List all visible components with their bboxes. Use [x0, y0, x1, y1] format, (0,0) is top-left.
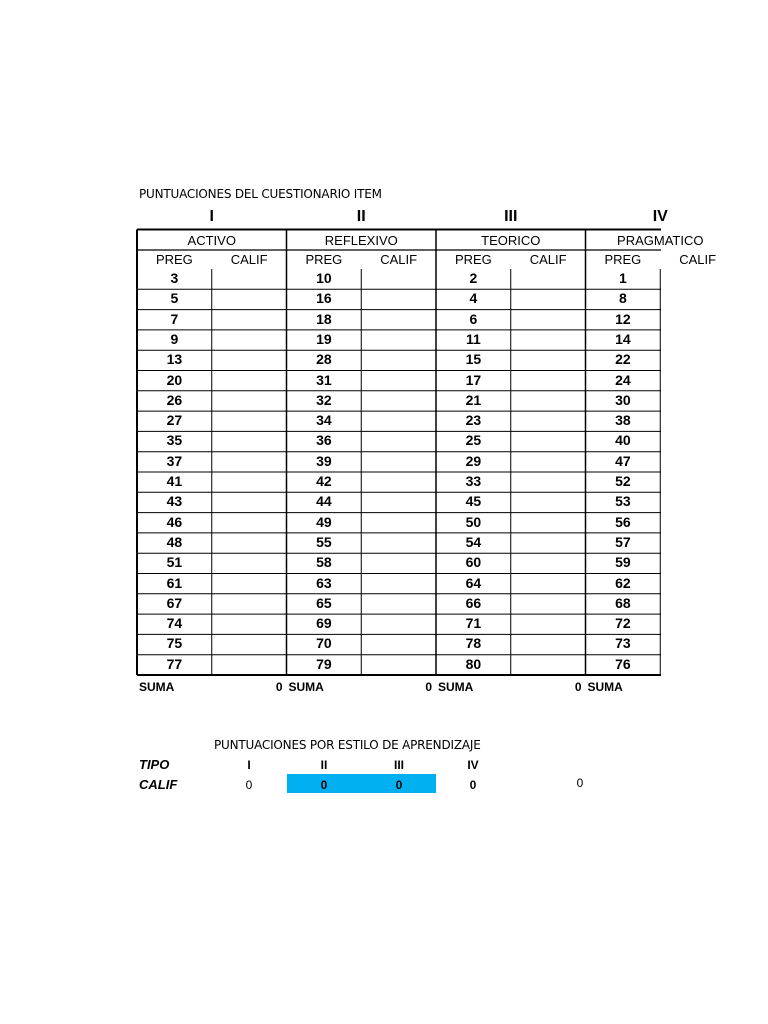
group-style-header: PRAGMATICO	[617, 233, 704, 248]
suma-label: SUMA	[139, 680, 175, 694]
preg-cell: 50	[465, 513, 482, 530]
preg-cell: 3	[170, 270, 179, 286]
preg-cell: 17	[465, 371, 482, 388]
suma-value: 0	[275, 680, 283, 694]
preg-cell: 34	[316, 412, 332, 429]
preg-cell: 4	[469, 290, 478, 307]
preg-cell: 66	[465, 594, 482, 611]
preg-cell: 36	[316, 432, 332, 449]
preg-cell: 73	[615, 635, 631, 652]
preg-cell: 59	[615, 554, 631, 571]
preg-header: PREG	[454, 252, 492, 267]
group-numeral: II	[356, 208, 366, 225]
type-i: I	[247, 758, 251, 772]
group-numeral: I	[209, 208, 214, 225]
preg-cell: 58	[316, 554, 332, 571]
calif-header: CALIF	[679, 252, 717, 267]
preg-cell: 67	[166, 594, 183, 611]
preg-cell: 21	[465, 391, 482, 408]
preg-cell: 62	[615, 574, 631, 591]
section-title-estilo: PUNTUACIONES POR ESTILO DE APRENDIZAJE	[214, 738, 481, 752]
preg-cell: 2	[469, 270, 478, 286]
preg-cell: 1	[618, 270, 627, 286]
preg-cell: 60	[465, 554, 482, 571]
preg-cell: 48	[166, 533, 183, 550]
preg-cell: 26	[166, 391, 183, 408]
preg-cell: 77	[166, 655, 183, 672]
preg-cell: 47	[615, 452, 631, 469]
preg-cell: 18	[316, 310, 332, 327]
preg-cell: 13	[166, 351, 183, 368]
preg-cell: 16	[316, 290, 332, 307]
group-style-header: ACTIVO	[187, 233, 236, 248]
preg-cell: 54	[465, 533, 482, 550]
preg-cell: 70	[316, 635, 332, 652]
preg-cell: 41	[166, 473, 183, 489]
preg-cell: 80	[465, 655, 482, 672]
value-iii: 0	[395, 778, 403, 792]
preg-cell: 79	[316, 655, 332, 672]
preg-cell: 10	[316, 270, 332, 286]
preg-cell: 46	[166, 513, 183, 530]
preg-header: PREG	[155, 252, 193, 267]
preg-cell: 11	[465, 330, 481, 347]
preg-cell: 39	[316, 452, 332, 469]
calif-header: CALIF	[529, 252, 567, 267]
preg-cell: 27	[166, 412, 183, 429]
preg-cell: 71	[465, 615, 482, 632]
preg-cell: 74	[166, 615, 183, 632]
preg-cell: 20	[166, 371, 183, 388]
preg-cell: 65	[316, 594, 332, 611]
preg-cell: 5	[170, 290, 179, 307]
preg-cell: 61	[166, 574, 183, 591]
preg-cell: 40	[615, 432, 631, 449]
preg-cell: 69	[316, 615, 332, 632]
preg-cell: 63	[316, 574, 332, 591]
preg-cell: 19	[316, 330, 332, 347]
preg-cell: 8	[618, 290, 627, 307]
preg-cell: 44	[316, 493, 332, 510]
preg-cell: 28	[316, 351, 332, 368]
preg-cell: 43	[166, 493, 183, 510]
preg-cell: 29	[465, 452, 482, 469]
suma-value: 0	[574, 680, 582, 694]
type-ii: II	[320, 758, 328, 772]
preg-cell: 25	[465, 432, 482, 449]
group-style-header: TEORICO	[481, 233, 541, 248]
type-iv: IV	[467, 758, 479, 772]
preg-cell: 22	[615, 351, 631, 368]
value-iv: 0	[469, 778, 477, 792]
preg-cell: 57	[615, 533, 631, 550]
suma-value: 0	[425, 680, 432, 694]
preg-cell: 30	[615, 391, 631, 408]
value-extra: 0	[576, 776, 584, 790]
preg-cell: 52	[615, 473, 631, 489]
preg-cell: 38	[615, 412, 631, 429]
preg-cell: 35	[166, 432, 183, 449]
preg-header: PREG	[604, 252, 642, 267]
calif-label: CALIF	[139, 777, 178, 792]
preg-cell: 24	[615, 371, 631, 388]
preg-cell: 56	[615, 513, 631, 530]
suma-label: SUMA	[587, 680, 623, 694]
preg-cell: 75	[166, 635, 183, 652]
group-style-header: REFLEXIVO	[324, 233, 398, 248]
preg-cell: 23	[465, 412, 482, 429]
preg-cell: 37	[166, 452, 183, 469]
group-numeral: IV	[652, 208, 668, 225]
preg-cell: 78	[465, 635, 482, 652]
preg-cell: 33	[465, 473, 482, 489]
preg-cell: 49	[316, 513, 332, 530]
preg-cell: 42	[316, 473, 332, 489]
preg-cell: 14	[615, 330, 631, 347]
preg-cell: 12	[615, 310, 631, 327]
suma-label: SUMA	[288, 680, 324, 694]
type-iii: III	[393, 758, 404, 772]
preg-cell: 72	[615, 615, 631, 632]
tipo-label: TIPO	[139, 757, 170, 772]
preg-cell: 15	[465, 351, 482, 368]
calif-header: CALIF	[230, 252, 268, 267]
preg-cell: 6	[469, 310, 478, 327]
value-ii: 0	[320, 778, 328, 792]
group-numeral: III	[504, 208, 518, 225]
preg-cell: 7	[170, 310, 179, 327]
calif-header: CALIF	[380, 252, 418, 267]
section-title-cuestionario: PUNTUACIONES DEL CUESTIONARIO ITEM	[139, 187, 382, 201]
preg-header: PREG	[305, 252, 343, 267]
preg-cell: 68	[615, 594, 631, 611]
preg-cell: 9	[170, 330, 179, 347]
preg-cell: 31	[316, 371, 332, 388]
preg-cell: 55	[316, 533, 332, 550]
preg-cell: 64	[465, 574, 482, 591]
preg-cell: 32	[316, 391, 332, 408]
value-i: 0	[245, 778, 253, 792]
preg-cell: 51	[166, 554, 183, 571]
suma-label: SUMA	[438, 680, 474, 694]
preg-cell: 45	[465, 493, 482, 510]
preg-cell: 76	[615, 655, 631, 672]
preg-cell: 53	[615, 493, 631, 510]
